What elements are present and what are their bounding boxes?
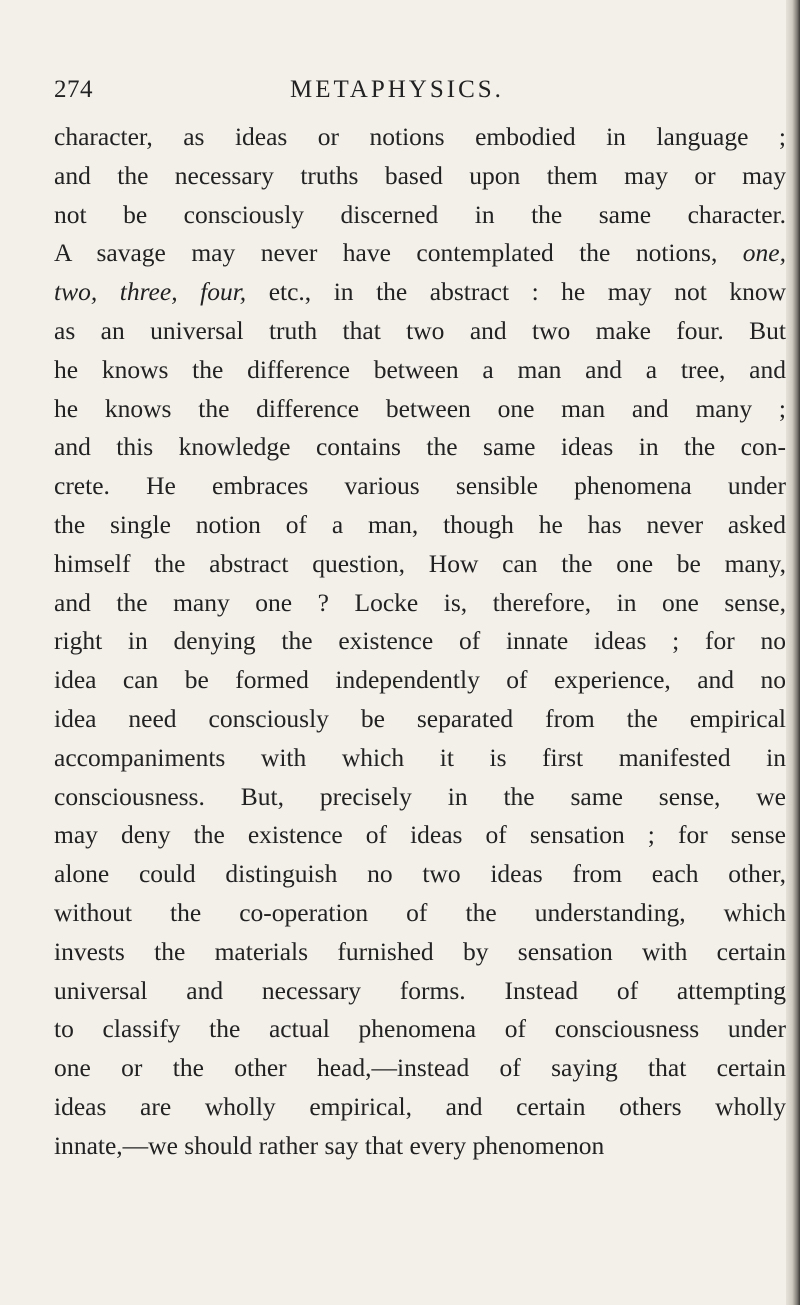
text-line: the single notion of a man, though he has never asked <box>54 509 786 539</box>
text-line: not be consciously discerned in the same character. <box>54 199 786 229</box>
text-segment: etc., in the abstract : he may not know <box>246 277 786 307</box>
text-line: and this knowledge contains the same ideas in the con- <box>54 432 786 462</box>
italic-word: three, <box>119 277 178 307</box>
text-line: innate,—we should rather say that every phenomenon <box>54 1130 605 1160</box>
text-line: may deny the existence of ideas of sensation ; for sense <box>54 820 786 850</box>
text-line: and the necessary truths based upon them may or may <box>54 160 786 190</box>
italic-word: two, <box>54 277 98 307</box>
text-line: crete. He embraces various sensible phenomena under <box>54 471 786 501</box>
text-line: and the many one ? Locke is, therefore, in one sense, <box>54 587 786 617</box>
text-line: consciousness. But, precisely in the same sense, we <box>54 781 786 811</box>
text-line <box>54 273 786 312</box>
running-head: METAPHYSICS. <box>290 76 504 103</box>
body-text <box>54 118 786 1166</box>
text-line: as an universal truth that two and two make four. But <box>54 315 786 345</box>
text-line: idea need consciously be separated from the empirical <box>54 703 786 733</box>
page-header <box>54 76 786 110</box>
italic-word: one, <box>742 238 786 268</box>
page-number: 274 <box>54 76 93 103</box>
page-edge-shadow <box>786 0 800 1305</box>
text-line: right in denying the existence of innate ideas ; for no <box>54 626 786 656</box>
text-line: he knows the difference between one man and many ; <box>54 393 786 423</box>
text-line: character, as ideas or notions embodied in language ; <box>54 122 786 151</box>
text-line: invests the materials furnished by sensation with certain <box>54 936 786 966</box>
text-line: ideas are wholly empirical, and certain others wholly <box>54 1091 786 1121</box>
text-line: idea can be formed independently of experience, and no <box>54 665 786 695</box>
italic-word: four, <box>200 277 247 307</box>
text-line: one or the other head,—instead of saying that certain <box>54 1053 786 1083</box>
text-line <box>54 234 786 273</box>
text-line: himself the abstract question, How can the one be many, <box>54 548 786 578</box>
text-line: accompaniments with which it is first manifested in <box>54 742 786 772</box>
text-line: without the co-operation of the understanding, which <box>54 897 786 927</box>
text-segment: A savage may never have contemplated the notions, <box>54 238 743 268</box>
text-line: he knows the difference between a man and a tree, and <box>54 354 786 384</box>
text-line: universal and necessary forms. Instead of attempting <box>54 975 786 1005</box>
text-line: alone could distinguish no two ideas from each other, <box>54 859 786 889</box>
text-line: to classify the actual phenomena of consciousness under <box>54 1014 786 1044</box>
